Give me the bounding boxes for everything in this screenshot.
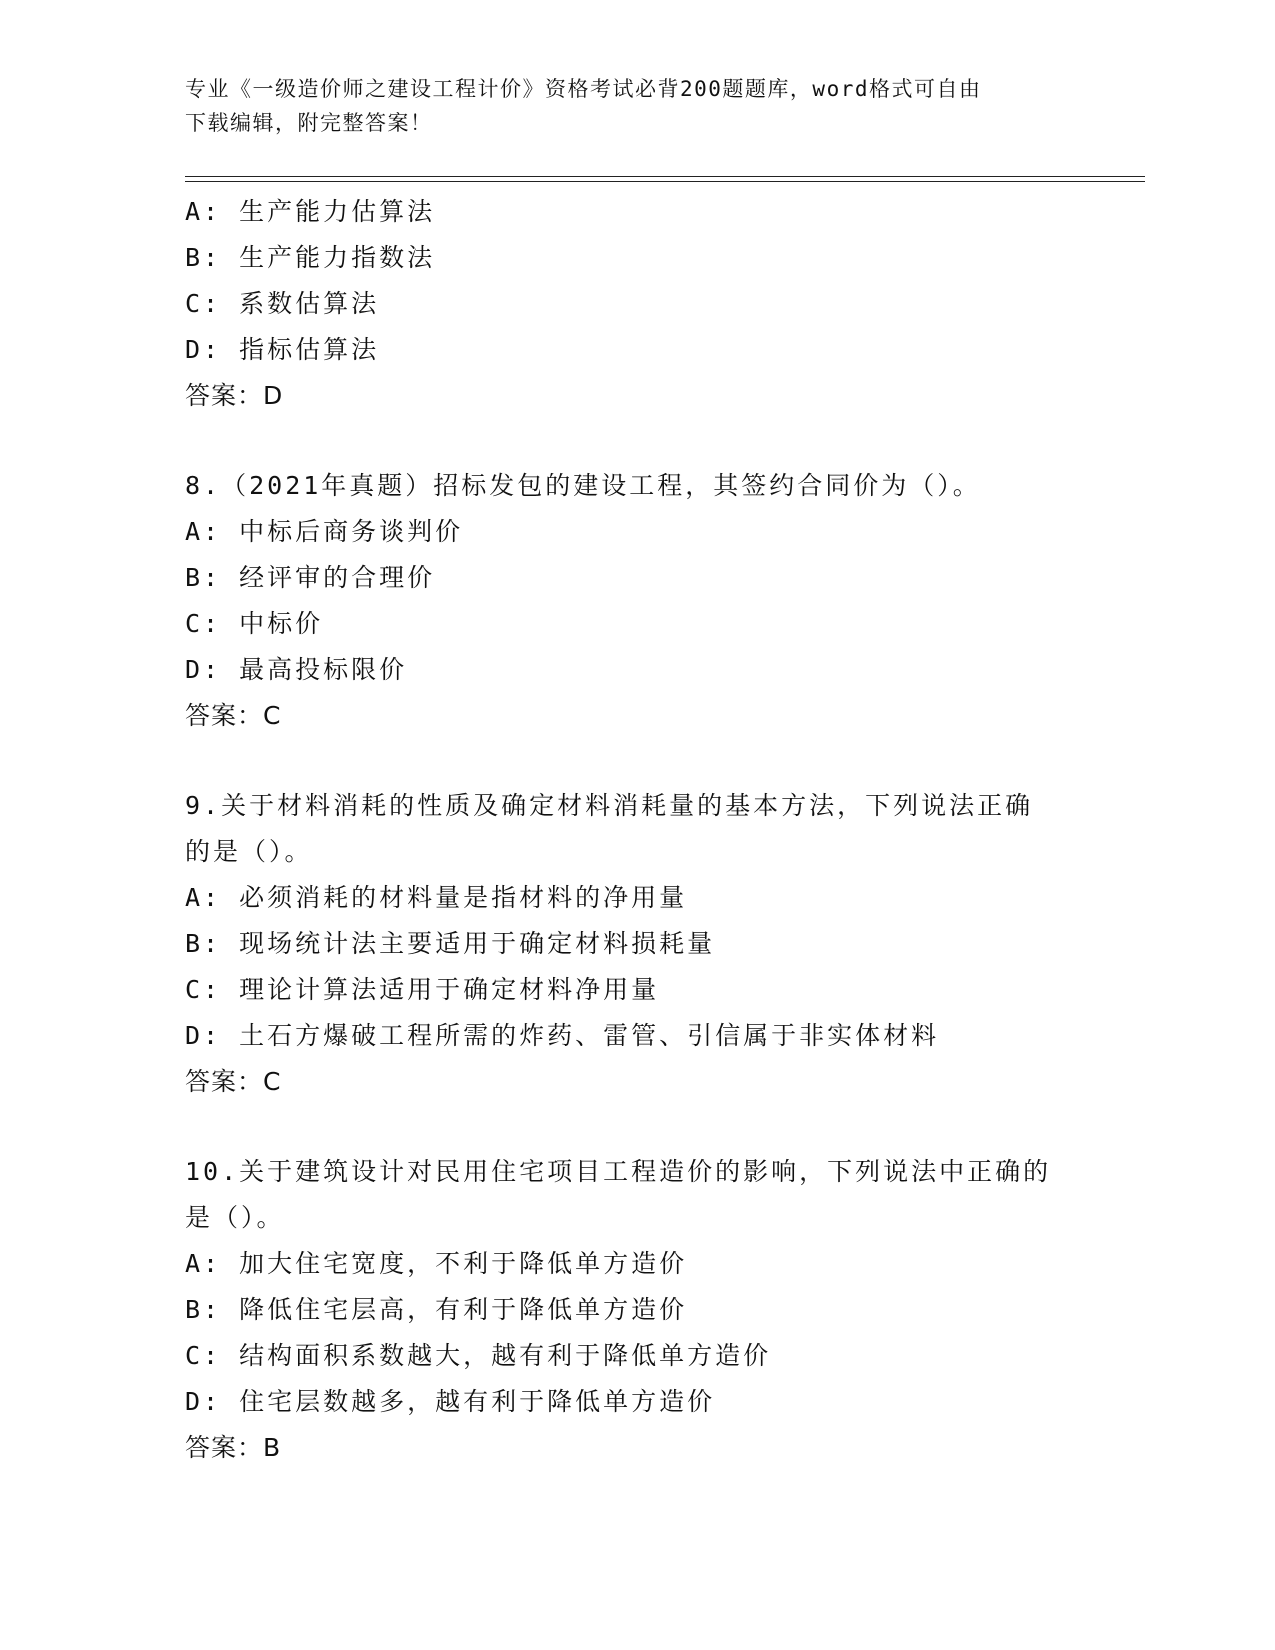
question-block-previous [185, 189, 1085, 419]
header-divider-top [185, 176, 1145, 177]
option-b: B: 现场统计法主要适用于确定材料损耗量 [185, 929, 716, 958]
question-10 [185, 1149, 1085, 1471]
option-b: B: 生产能力指数法 [185, 243, 436, 272]
question-9 [185, 783, 1085, 1105]
question-8 [185, 463, 1085, 739]
answer-line: 答案：B [185, 1433, 282, 1462]
header-divider-bottom [185, 181, 1145, 182]
header-line-1: 专业《一级造价师之建设工程计价》资格考试必背200题题库，word格式可自由 [185, 77, 982, 101]
option-a: A: 必须消耗的材料量是指材料的净用量 [185, 883, 688, 912]
option-c: C: 系数估算法 [185, 289, 380, 318]
question-text-line-2: 是（）。 [185, 1203, 285, 1232]
answer-line: 答案：C [185, 701, 282, 730]
option-a: A: 生产能力估算法 [185, 197, 436, 226]
option-c: C: 理论计算法适用于确定材料净用量 [185, 975, 660, 1004]
answer-line: 答案：C [185, 1067, 282, 1096]
header-line-2: 下载编辑，附完整答案！ [185, 111, 433, 135]
question-text-line-2: 的是（）。 [185, 837, 313, 866]
question-text-line-1: 9.关于材料消耗的性质及确定材料消耗量的基本方法，下列说法正确 [185, 791, 1034, 820]
question-text: 8.（2021年真题）招标发包的建设工程，其签约合同价为（）。 [185, 471, 981, 500]
document-header [185, 72, 1065, 140]
option-c: C: 结构面积系数越大，越有利于降低单方造价 [185, 1341, 772, 1370]
question-list [185, 189, 1085, 1471]
option-a: A: 加大住宅宽度，不利于降低单方造价 [185, 1249, 688, 1278]
option-b: B: 经评审的合理价 [185, 563, 436, 592]
option-d: D: 最高投标限价 [185, 655, 408, 684]
option-d: D: 指标估算法 [185, 335, 380, 364]
option-d: D: 土石方爆破工程所需的炸药、雷管、引信属于非实体材料 [185, 1021, 940, 1050]
option-b: B: 降低住宅层高，有利于降低单方造价 [185, 1295, 688, 1324]
option-c: C: 中标价 [185, 609, 324, 638]
question-text-line-1: 10.关于建筑设计对民用住宅项目工程造价的影响，下列说法中正确的 [185, 1157, 1052, 1186]
option-a: A: 中标后商务谈判价 [185, 517, 464, 546]
option-d: D: 住宅层数越多，越有利于降低单方造价 [185, 1387, 716, 1416]
answer-line: 答案：D [185, 381, 284, 410]
